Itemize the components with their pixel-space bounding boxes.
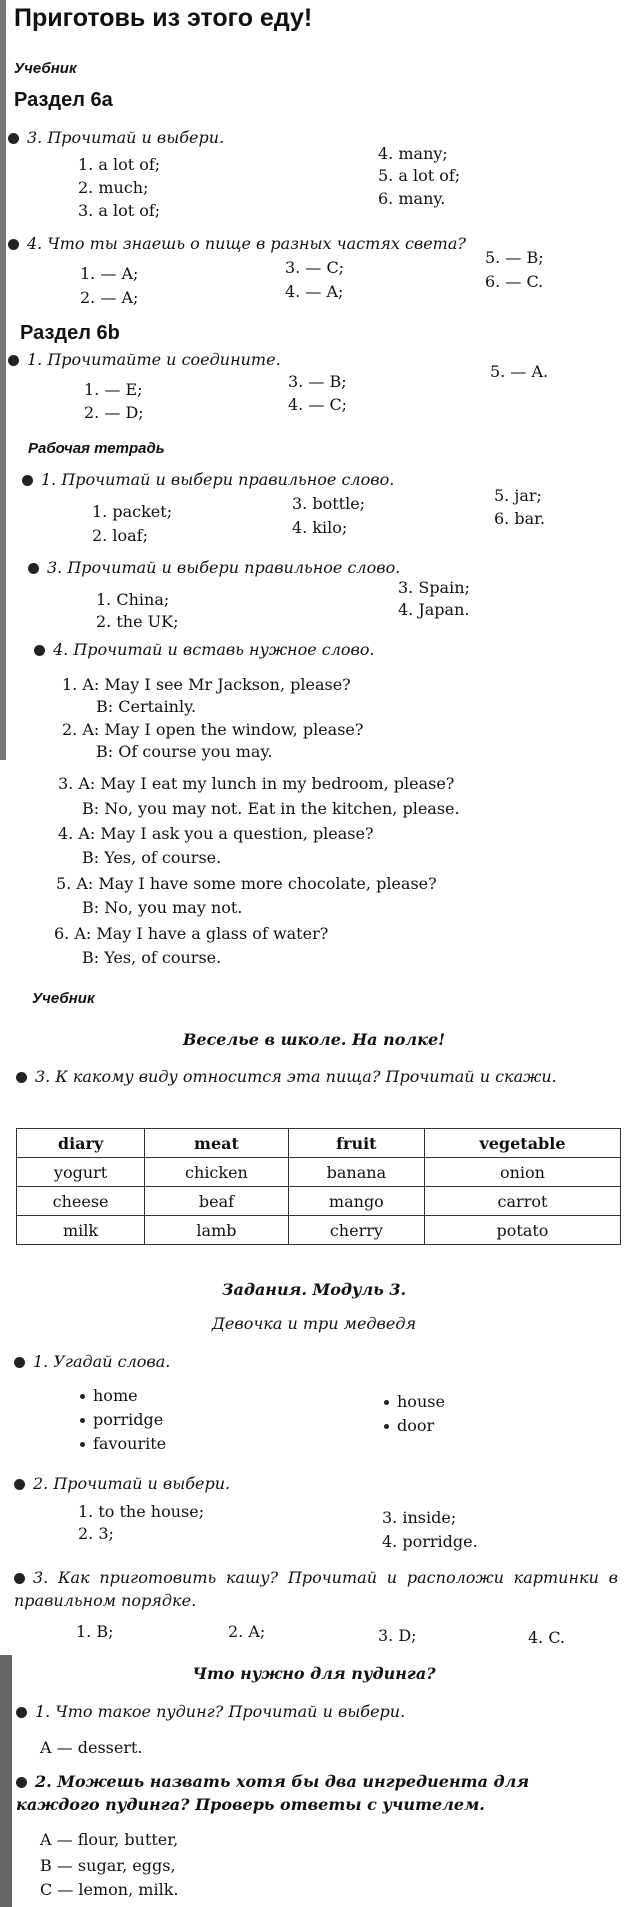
column-header: diary bbox=[17, 1129, 145, 1158]
dialogue-line: 5. A: May I have some more chocolate, please? bbox=[56, 874, 437, 893]
answer: 3. — B; bbox=[288, 372, 347, 391]
answer: 5. — A. bbox=[490, 362, 549, 381]
section-6b-heading: Раздел 6b bbox=[20, 322, 120, 344]
list-item: porridge bbox=[80, 1410, 163, 1429]
scan-edge bbox=[0, 0, 6, 760]
task-mod-2: 2. Прочитай и выбери. bbox=[14, 1474, 230, 1493]
bullet-icon bbox=[16, 1777, 27, 1788]
bullet-dot-icon bbox=[384, 1424, 389, 1429]
table-row bbox=[17, 1216, 621, 1245]
list-item: home bbox=[80, 1386, 138, 1405]
bullet-icon bbox=[22, 475, 33, 486]
textbook-label-2: Учебник bbox=[32, 990, 95, 1007]
food-table bbox=[16, 1128, 621, 1245]
bullet-icon bbox=[14, 1573, 25, 1584]
answer: C — lemon, milk. bbox=[40, 1880, 179, 1899]
task-6a-3: 3. Прочитай и выбери. bbox=[8, 128, 224, 147]
dialogue-line: B: No, you may not. bbox=[82, 898, 243, 917]
bullet-dot-icon bbox=[384, 1400, 389, 1405]
answer: 1. B; bbox=[76, 1622, 114, 1641]
bullet-icon bbox=[34, 645, 45, 656]
table-row bbox=[17, 1187, 621, 1216]
page-title: Приготовь из этого еду! bbox=[14, 4, 313, 32]
module-heading: Задания. Модуль 3. bbox=[221, 1280, 407, 1299]
answer: 4. Japan. bbox=[398, 600, 470, 619]
task-wb-3: 3. Прочитай и выбери правильное слово. bbox=[28, 558, 400, 577]
dialogue-line: B: Certainly. bbox=[96, 697, 197, 716]
task-wb-1: 1. Прочитай и выбери правильное слово. bbox=[22, 470, 394, 489]
answer: 1. — A; bbox=[80, 264, 139, 283]
dialogue-line: 1. A: May I see Mr Jackson, please? bbox=[62, 675, 351, 694]
table-cell: yogurt bbox=[17, 1158, 145, 1187]
answer: 4. many; bbox=[378, 144, 448, 163]
task-wb-4: 4. Прочитай и вставь нужное слово. bbox=[34, 640, 375, 659]
answer: 3. inside; bbox=[382, 1508, 457, 1527]
answer: 2. the UK; bbox=[96, 612, 179, 631]
task-6a-4: 4. Что ты знаешь о пище в разных частях света? bbox=[8, 234, 466, 253]
table-cell: carrot bbox=[424, 1187, 620, 1216]
answer: 4. porridge. bbox=[382, 1532, 478, 1551]
column-header: meat bbox=[145, 1129, 289, 1158]
answer: 1. a lot of; bbox=[78, 155, 161, 174]
table-cell: potato bbox=[424, 1216, 620, 1245]
bullet-icon bbox=[14, 1357, 25, 1368]
answer: 3. a lot of; bbox=[78, 201, 161, 220]
task-6b-1: 1. Прочитайте и соедините. bbox=[8, 350, 281, 369]
bullet-icon bbox=[8, 239, 19, 250]
list-item: door bbox=[384, 1416, 434, 1435]
task-mod-1: 1. Угадай слова. bbox=[14, 1352, 170, 1371]
table-cell: cheese bbox=[17, 1187, 145, 1216]
task-mod-3: 3. Как приготовить кашу? Прочитай и расположи картинки в правильном порядке. bbox=[14, 1568, 618, 1610]
answer: 5. a lot of; bbox=[378, 166, 461, 185]
table-cell: beaf bbox=[145, 1187, 289, 1216]
answer: 3. — C; bbox=[285, 258, 345, 277]
table-cell: chicken bbox=[145, 1158, 289, 1187]
answer: 5. jar; bbox=[494, 486, 542, 505]
answer: A — dessert. bbox=[40, 1738, 143, 1757]
fun-heading: Веселье в школе. На полке! bbox=[182, 1030, 446, 1049]
task-pud-2: 2. Можешь назвать хотя бы два ингредиента для каждого пудинга? Проверь ответы с учителем. bbox=[16, 1772, 530, 1814]
answer: 4. C. bbox=[528, 1628, 566, 1647]
dialogue-line: 3. A: May I eat my lunch in my bedroom, please? bbox=[58, 774, 455, 793]
answer: 6. many. bbox=[378, 189, 446, 208]
table-cell: milk bbox=[17, 1216, 145, 1245]
answer: 1. — E; bbox=[84, 380, 143, 399]
table-row bbox=[17, 1158, 621, 1187]
dialogue-line: 4. A: May I ask you a question, please? bbox=[58, 824, 374, 843]
workbook-label: Рабочая тетрадь bbox=[28, 440, 165, 457]
answer: 6. bar. bbox=[494, 509, 546, 528]
answer: 2. much; bbox=[78, 178, 149, 197]
bullet-icon bbox=[16, 1707, 27, 1718]
bullet-icon bbox=[14, 1479, 25, 1490]
answer: 1. China; bbox=[96, 590, 170, 609]
task-fun-3: 3. К какому виду относится эта пища? Прочитай и скажи. bbox=[16, 1066, 620, 1088]
bullet-dot-icon bbox=[80, 1442, 85, 1447]
bullet-icon bbox=[8, 355, 19, 366]
bullet-icon bbox=[16, 1072, 27, 1083]
bullet-icon bbox=[28, 563, 39, 574]
list-item: favourite bbox=[80, 1434, 166, 1453]
answer: 3. Spain; bbox=[398, 578, 470, 597]
scan-edge-lower bbox=[0, 1655, 12, 1907]
dialogue-line: 6. A: May I have a glass of water? bbox=[54, 924, 329, 943]
table-cell: lamb bbox=[145, 1216, 289, 1245]
answer: A — flour, butter, bbox=[40, 1830, 179, 1849]
dialogue-line: 2. A: May I open the window, please? bbox=[62, 720, 364, 739]
answer: 1. to the house; bbox=[78, 1502, 205, 1521]
table-cell: mango bbox=[288, 1187, 424, 1216]
answer: 4. — A; bbox=[285, 282, 344, 301]
column-header: fruit bbox=[288, 1129, 424, 1158]
dialogue-line: B: Of course you may. bbox=[96, 742, 273, 761]
pudding-heading: Что нужно для пудинга? bbox=[192, 1664, 436, 1683]
section-6a-heading: Раздел 6а bbox=[14, 89, 113, 111]
answer: 6. — C. bbox=[485, 272, 544, 291]
answer: 2. — D; bbox=[84, 403, 144, 422]
answer: 2. — A; bbox=[80, 288, 139, 307]
table-header-row bbox=[17, 1129, 621, 1158]
dialogue-line: B: Yes, of course. bbox=[82, 948, 222, 967]
answer: 2. 3; bbox=[78, 1524, 114, 1543]
table-cell: onion bbox=[424, 1158, 620, 1187]
module-subheading: Девочка и три медведя bbox=[211, 1314, 417, 1333]
answer: B — sugar, eggs, bbox=[40, 1856, 176, 1875]
answer: 3. D; bbox=[378, 1626, 417, 1645]
column-header: vegetable bbox=[424, 1129, 620, 1158]
answer: 2. loaf; bbox=[92, 526, 148, 545]
answer: 4. — C; bbox=[288, 395, 348, 414]
dialogue-line: B: Yes, of course. bbox=[82, 848, 222, 867]
bullet-dot-icon bbox=[80, 1418, 85, 1423]
answer: 5. — B; bbox=[485, 248, 544, 267]
textbook-label: Учебник bbox=[14, 60, 77, 77]
table-cell: banana bbox=[288, 1158, 424, 1187]
answer: 2. A; bbox=[228, 1622, 266, 1641]
answer: 4. kilo; bbox=[292, 518, 348, 537]
answer: 3. bottle; bbox=[292, 494, 366, 513]
bullet-dot-icon bbox=[80, 1394, 85, 1399]
list-item: house bbox=[384, 1392, 445, 1411]
dialogue-line: B: No, you may not. Eat in the kitchen, please. bbox=[82, 799, 460, 818]
table-cell: cherry bbox=[288, 1216, 424, 1245]
task-pud-1: 1. Что такое пудинг? Прочитай и выбери. bbox=[16, 1702, 405, 1721]
answer: 1. packet; bbox=[92, 502, 173, 521]
bullet-icon bbox=[8, 133, 19, 144]
